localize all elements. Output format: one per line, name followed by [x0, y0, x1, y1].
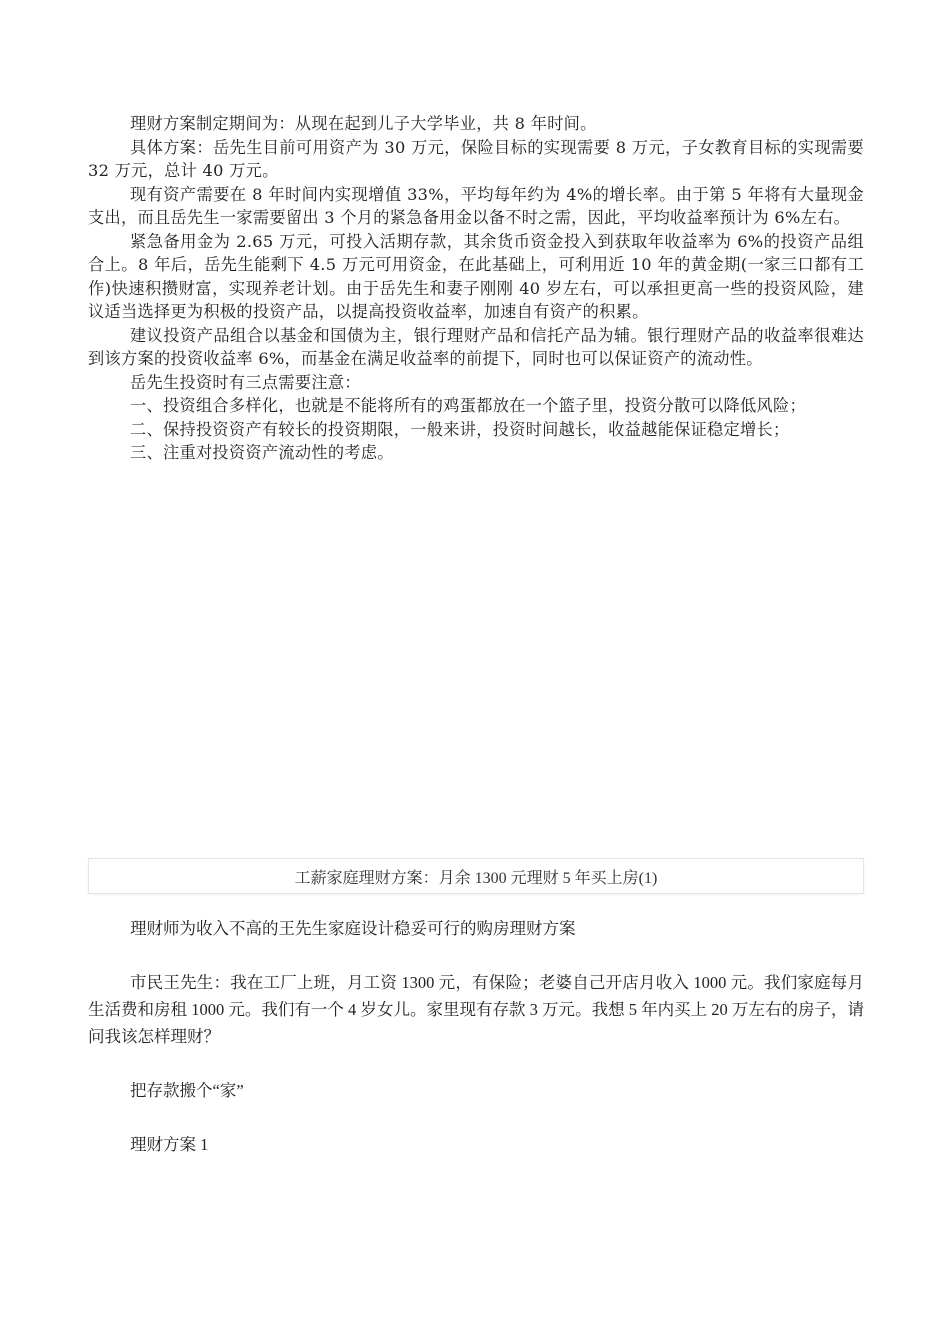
- paragraph-asset-growth: 现有资产需要在 8 年时间内实现增值 33%，平均每年约为 4%的增长率。由于第 5 年将有大量现金支出，而且岳先生一家需要留出 3 个月的紧急备用金以备不时之需，因此，平均收益率预计为 6%左右。: [88, 184, 864, 227]
- paragraph-portfolio-advice: 建议投资产品组合以基金和国债为主，银行理财产品和信托产品为辅。银行理财产品的收益率很难达到该方案的投资收益率 6%，而基金在满足收益率的前提下，同时也可以保证资产的流动性。: [88, 325, 864, 368]
- article-title: 工薪家庭理财方案：月余 1300 元理财 5 年买上房(1): [294, 869, 658, 887]
- financial-plan-section: [88, 112, 864, 465]
- paragraph-note-1: 一、投资组合多样化，也就是不能将所有的鸡蛋都放在一个篮子里，投资分散可以降低风险；: [130, 396, 806, 415]
- paragraph-heading-savings: 把存款搬个“家”: [130, 1081, 244, 1100]
- paragraph-note-3: 三、注重对投资资产流动性的考虑。: [130, 443, 394, 462]
- paragraph-heading-plan-1: 理财方案 1: [130, 1135, 209, 1154]
- paragraph-notes-intro: 岳先生投资时有三点需要注意：: [130, 372, 361, 392]
- article-body: [88, 915, 864, 1185]
- paragraph-subtitle: 理财师为收入不高的王先生家庭设计稳妥可行的购房理财方案: [130, 919, 576, 938]
- paragraph-note-2: 二、保持投资资产有较长的投资期限，一般来讲，投资时间越长，收益越能保证稳定增长；: [130, 419, 790, 439]
- paragraph-emergency-fund: 紧急备用金为 2.65 万元，可投入活期存款，其余货币资金投入到获取年收益率为 6%的投资产品组合上。8 年后，岳先生能剩下 4.5 万元可用资金，在此基础上，可利用近 10 年的黄金期(一家三口都有工作)快速积攒财富，实现养老计划。由于岳先生和妻子刚刚 40 岁左右，可以承担更高一些的投资风险，建议适当选择更为积极的投资产品，以提高投资收益率，加速自有资产的积累。: [88, 231, 864, 321]
- paragraph-plan-period: 理财方案制定期间为：从现在起到儿子大学毕业，共 8 年时间。: [130, 114, 597, 133]
- article-title-box: [88, 858, 864, 894]
- paragraph-specific-plan: 具体方案：岳先生目前可用资产为 30 万元，保险目标的实现需要 8 万元，子女教育目标的实现需要 32 万元，总计 40 万元。: [88, 137, 864, 180]
- paragraph-reader-question: 市民王先生：我在工厂上班，月工资 1300 元，有保险；老婆自己开店月收入 1000 元。我们家庭每月生活费和房租 1000 元。我们有一个 4 岁女儿。家里现有存款 3 万元。我想 5 年内买上 20 万左右的房子，请问我该怎样理财？: [88, 973, 864, 1046]
